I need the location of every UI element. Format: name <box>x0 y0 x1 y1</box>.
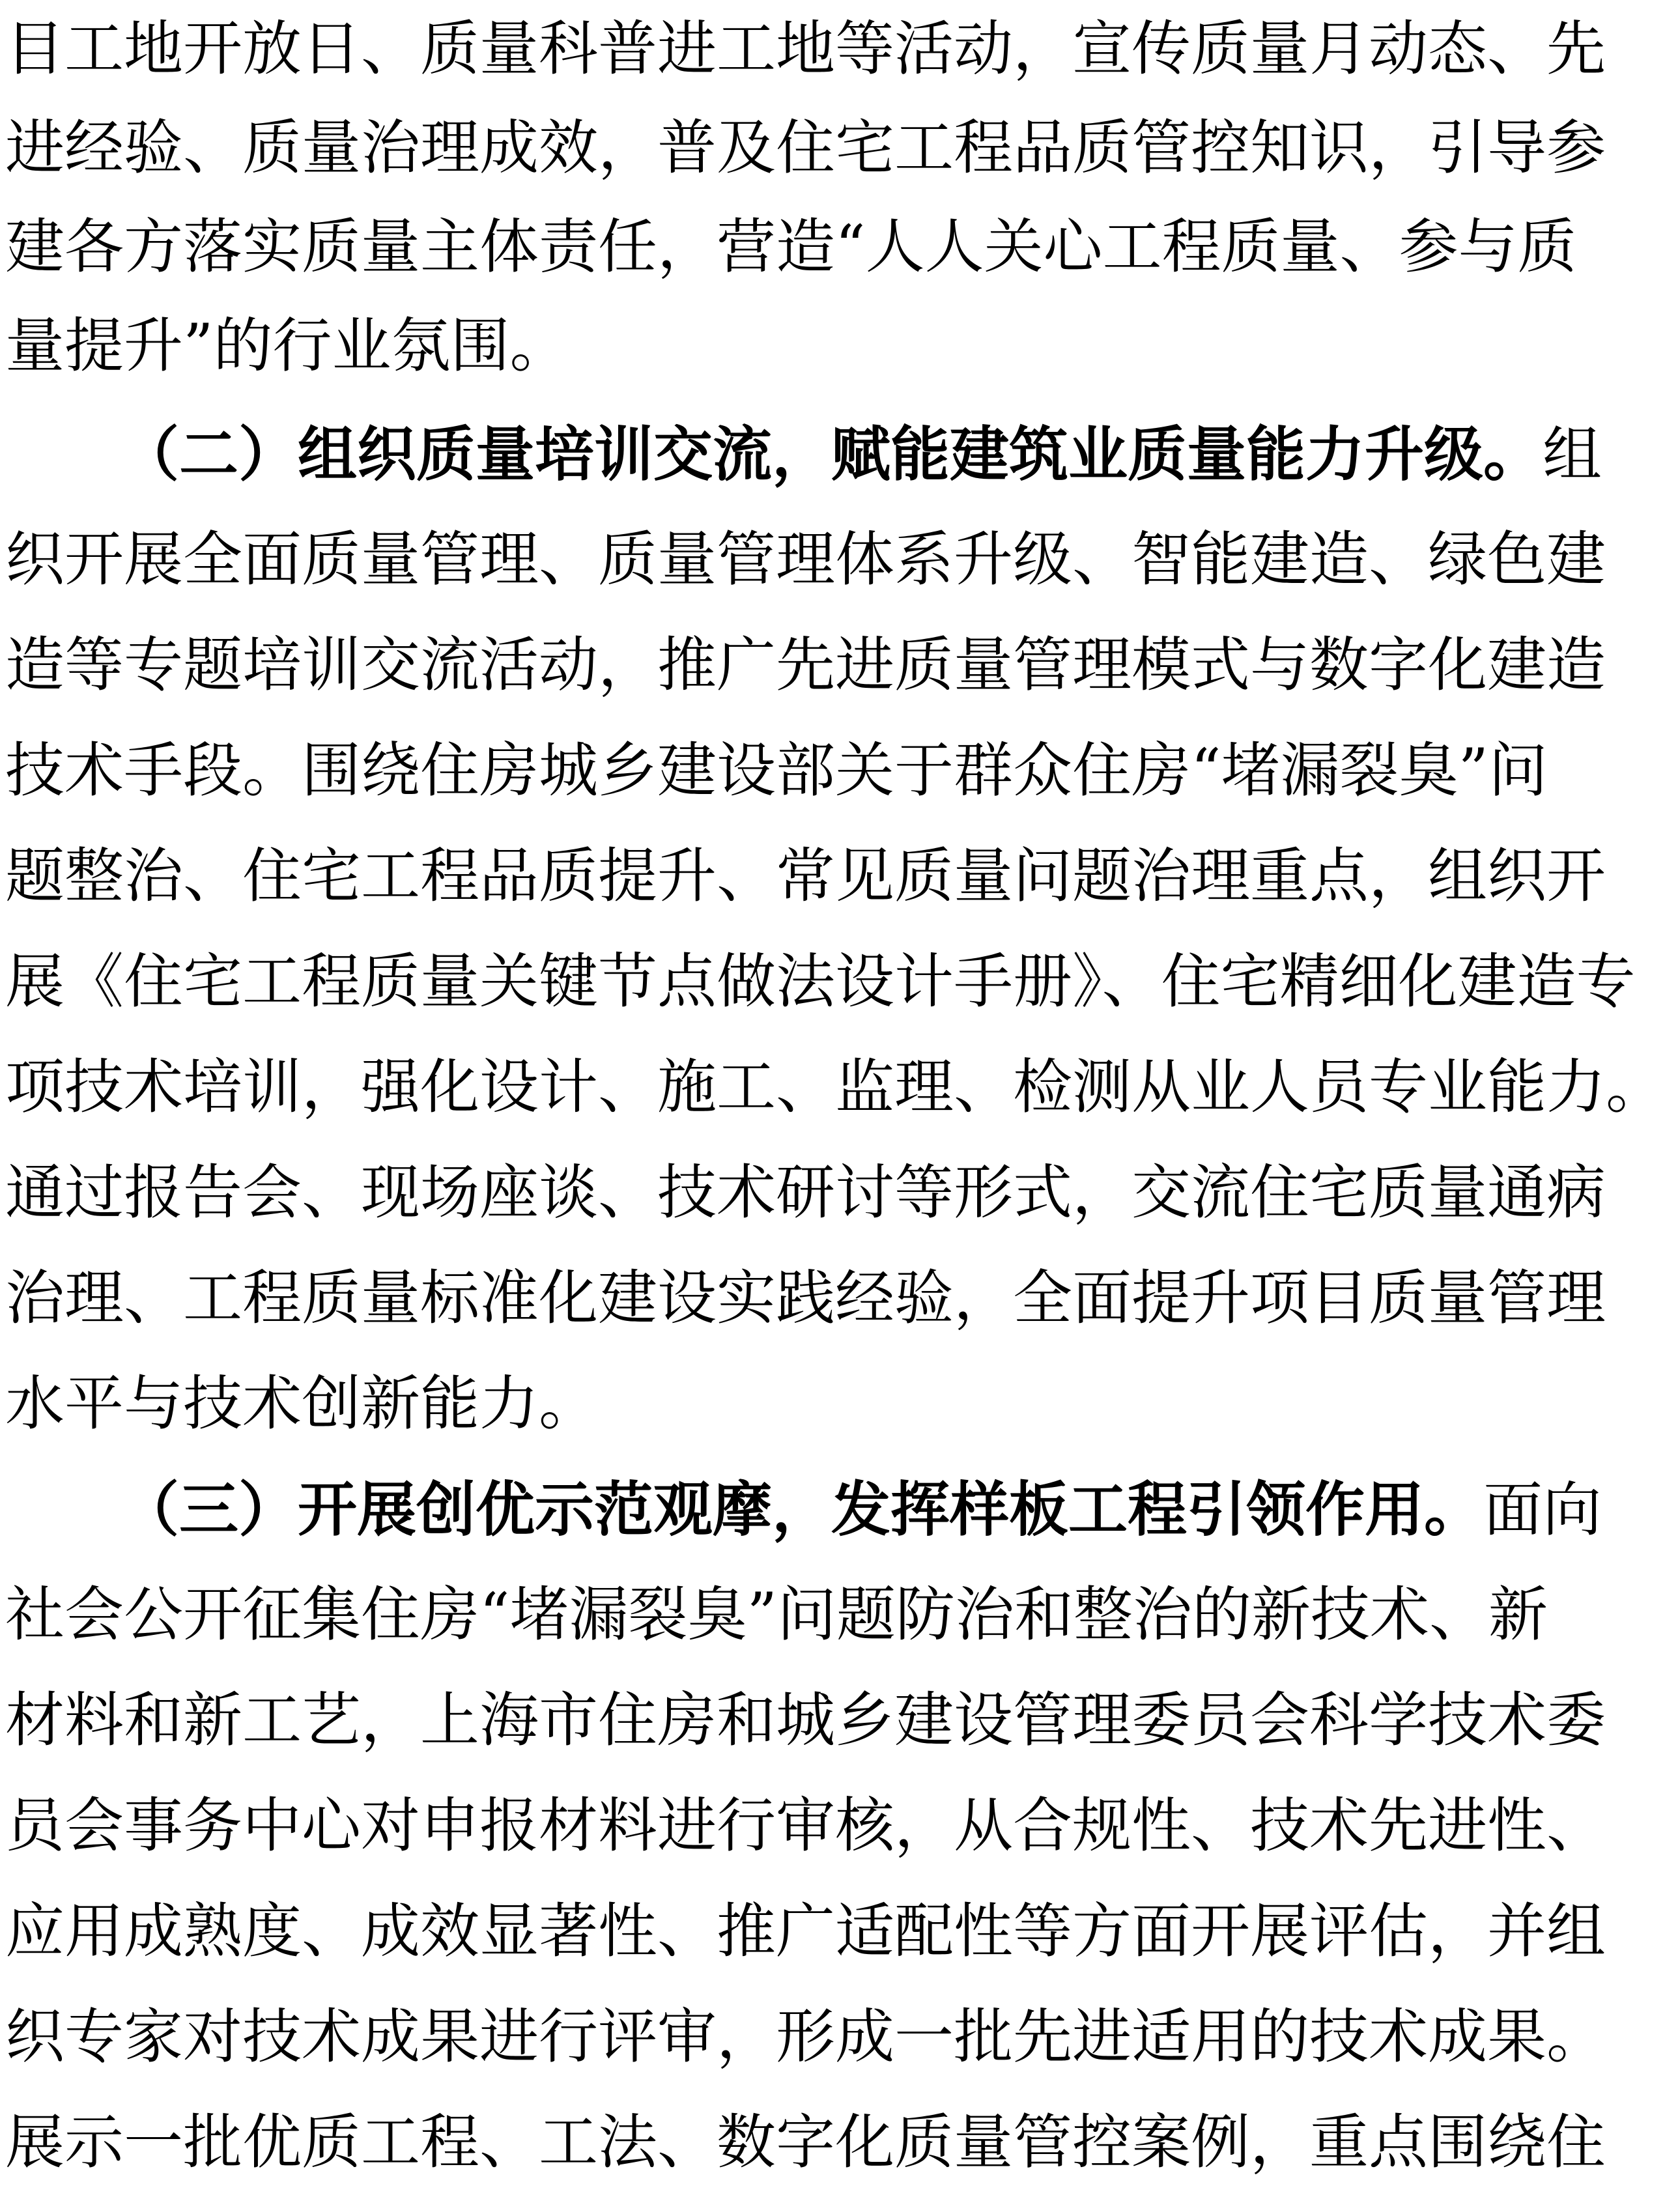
paragraph-3-line-6: 织专家对技术成果进行评审，形成一批先进适用的技术成果。 <box>5 2003 1606 2071</box>
paragraph-1-line-1: 目工地开放日、质量科普进工地等活动，宣传质量月动态、先 <box>5 15 1606 83</box>
paragraph-3-line-2: 社会公开征集住房“堵漏裂臭”问题防治和整治的新技术、新 <box>5 1581 1548 1649</box>
paragraph-2-line-10: 水平与技术创新能力。 <box>5 1370 599 1438</box>
paragraph-3-heading: （三）开展创优示范观摩，发挥样板工程引领作用。 <box>120 1475 1484 1544</box>
paragraph-2-line-6: 展《住宅工程质量关键节点做法设计手册》、住宅精细化建造专 <box>5 948 1636 1016</box>
paragraph-2-line-7: 项技术培训，强化设计、施工、监理、检测从业人员专业能力。 <box>5 1053 1665 1122</box>
paragraph-3-first-line-rest: 面向 <box>1483 1476 1602 1544</box>
paragraph-2-heading: （二）组织质量培训交流，赋能建筑业质量能力升级。 <box>120 420 1543 489</box>
paragraph-1-line-3: 建各方落实质量主体责任，营造“人人关心工程质量、参与质 <box>5 213 1577 281</box>
paragraph-2-line-9: 治理、工程质量标准化建设实践经验，全面提升项目质量管理 <box>5 1264 1606 1333</box>
paragraph-2-line-5: 题整治、住宅工程品质提升、常见质量问题治理重点，组织开 <box>5 842 1606 911</box>
paragraph-3-line-7: 展示一批优质工程、工法、数字化质量管控案例，重点围绕住 <box>5 2108 1606 2177</box>
paragraph-1-line-2: 进经验、质量治理成效，普及住宅工程品质管控知识，引导参 <box>5 114 1606 182</box>
paragraph-2-first-line-rest: 组 <box>1543 421 1602 489</box>
paragraph-3-line-3: 材料和新工艺，上海市住房和城乡建设管理委员会科学技术委 <box>5 1686 1606 1755</box>
paragraph-2-line-4: 技术手段。围绕住房城乡建设部关于群众住房“堵漏裂臭”问 <box>5 737 1548 805</box>
paragraph-2-first-line <box>120 409 1602 500</box>
paragraph-3-line-4: 员会事务中心对申报材料进行审核，从合规性、技术先进性、 <box>5 1792 1606 1860</box>
paragraph-2-line-8: 通过报告会、现场座谈、技术研讨等形式，交流住宅质量通病 <box>5 1159 1606 1227</box>
paragraph-3-first-line <box>120 1464 1602 1555</box>
paragraph-2-line-2: 织开展全面质量管理、质量管理体系升级、智能建造、绿色建 <box>5 526 1606 594</box>
paragraph-2-line-3: 造等专题培训交流活动，推广先进质量管理模式与数字化建造 <box>5 631 1606 700</box>
paragraph-3-line-5: 应用成熟度、成效显著性、推广适配性等方面开展评估，并组 <box>5 1897 1606 1966</box>
paragraph-1-line-4: 量提升”的行业氛围。 <box>5 312 569 380</box>
